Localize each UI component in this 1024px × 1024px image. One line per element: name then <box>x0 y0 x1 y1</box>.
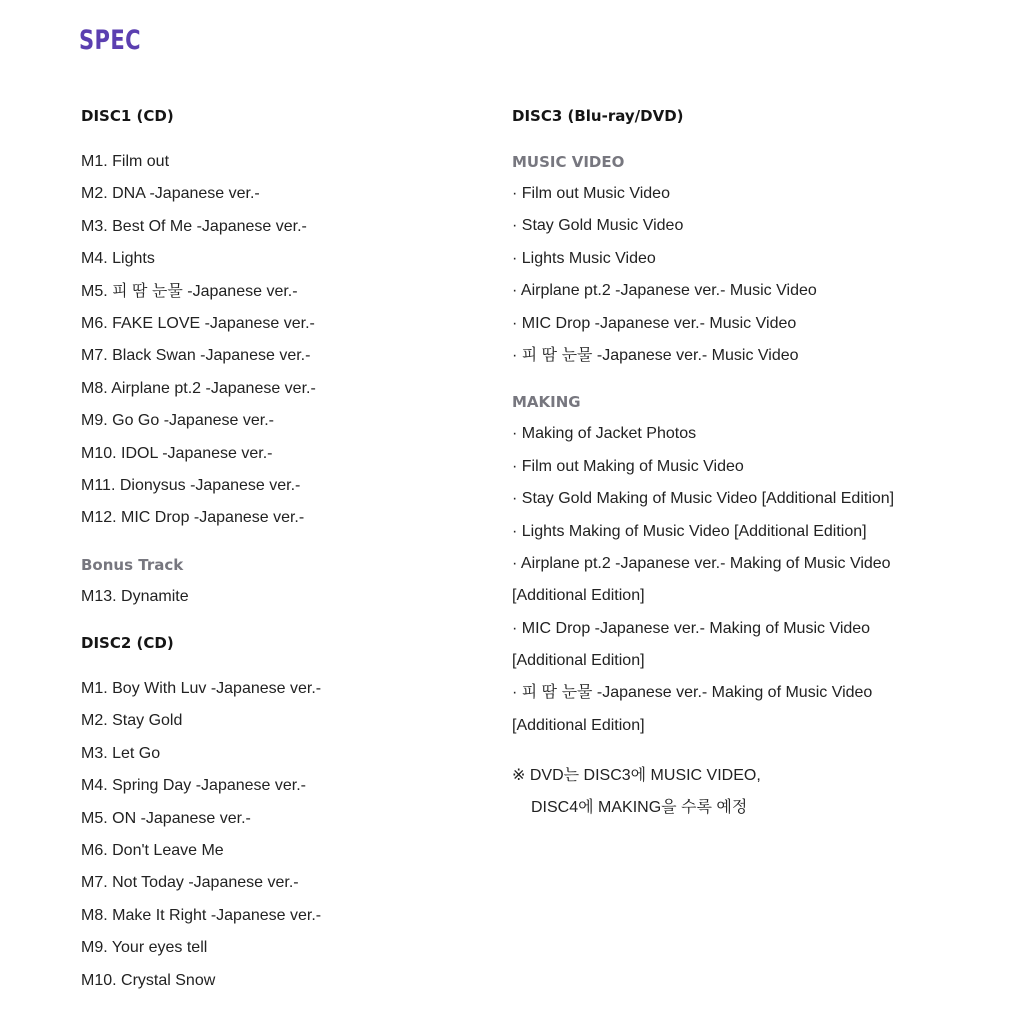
track-item: M6. Don't Leave Me <box>81 842 224 860</box>
disc2-track-list <box>81 677 491 1001</box>
track-item: M1. Boy With Luv -Japanese ver.- <box>81 680 322 698</box>
disc3-section <box>512 104 952 824</box>
making-item-continued: [Additional Edition] <box>512 587 645 605</box>
spacer <box>512 376 952 390</box>
music-video-item: · Film out Music Video <box>512 185 670 202</box>
making-item: · Making of Jacket Photos <box>512 425 697 443</box>
music-video-item: · 피 땀 눈물 -Japanese ver.- Music Video <box>512 346 799 364</box>
track-item: M3. Let Go <box>81 744 161 762</box>
track-item: M4. Spring Day -Japanese ver.- <box>81 777 306 795</box>
track-item: M10. Crystal Snow <box>81 971 216 989</box>
music-video-item: · Stay Gold Music Video <box>512 217 684 235</box>
track-item: M6. FAKE LOVE -Japanese ver.- <box>81 314 315 332</box>
disc3-title: DISC3 (Blu-ray/DVD) <box>512 107 684 125</box>
making-list <box>512 422 952 746</box>
disc2-section <box>81 631 491 1001</box>
disc1-section <box>81 104 491 617</box>
track-item: M2. Stay Gold <box>81 712 183 730</box>
making-item: · Film out Making of Music Video <box>512 457 744 475</box>
track-item: M2. DNA -Japanese ver.- <box>81 185 260 203</box>
dvd-note <box>512 760 952 824</box>
music-video-item: · Lights Music Video <box>512 249 656 267</box>
spacer <box>81 539 491 553</box>
music-video-title: MUSIC VIDEO <box>512 153 625 171</box>
making-item: · MIC Drop -Japanese ver.- Making of Music Video <box>512 619 871 637</box>
track-item: M5. 피 땀 눈물 -Japanese ver.- <box>81 282 298 300</box>
track-item: M13. Dynamite <box>81 587 189 605</box>
track-item: M7. Black Swan -Japanese ver.- <box>81 347 311 365</box>
track-item: M1. Film out <box>81 153 170 170</box>
left-column <box>81 104 491 1001</box>
music-video-item: · MIC Drop -Japanese ver.- Music Video <box>512 314 797 332</box>
track-item: M7. Not Today -Japanese ver.- <box>81 874 299 892</box>
music-video-list <box>512 182 952 376</box>
track-item: M12. MIC Drop -Japanese ver.- <box>81 509 305 527</box>
making-item: · Lights Making of Music Video [Additional Edition] <box>512 522 867 540</box>
dvd-note-line1: ※ DVD는 DISC3에 MUSIC VIDEO, <box>512 767 761 785</box>
track-item: M5. ON -Japanese ver.- <box>81 809 251 827</box>
spacer <box>81 617 491 631</box>
music-video-item: · Airplane pt.2 -Japanese ver.- Music Video <box>512 282 817 300</box>
track-item: M4. Lights <box>81 250 155 268</box>
making-item: · 피 땀 눈물 -Japanese ver.- Making of Music Video <box>512 684 873 702</box>
track-item: M8. Airplane pt.2 -Japanese ver.- <box>81 379 316 397</box>
making-item: · Airplane pt.2 -Japanese ver.- Making of Music Video <box>512 554 891 572</box>
dvd-note-line2: DISC4에 MAKING을 수록 예정 <box>531 799 748 817</box>
disc1-title: DISC1 (CD) <box>81 107 174 125</box>
track-item: M11. Dionysus -Japanese ver.- <box>81 476 301 494</box>
bonus-track-title: Bonus Track <box>81 555 184 574</box>
track-item: M3. Best Of Me -Japanese ver.- <box>81 217 307 235</box>
track-item: M8. Make It Right -Japanese ver.- <box>81 906 322 924</box>
spec-title: SPEC <box>79 25 142 56</box>
making-item: · Stay Gold Making of Music Video [Additional Edition] <box>512 490 895 508</box>
track-item: M9. Your eyes tell <box>81 939 208 957</box>
disc1-track-list <box>81 150 491 539</box>
track-item: M9. Go Go -Japanese ver.- <box>81 412 274 430</box>
making-item-continued: [Additional Edition] <box>512 716 645 734</box>
right-column <box>512 104 952 824</box>
track-item: M10. IDOL -Japanese ver.- <box>81 444 273 462</box>
making-title: MAKING <box>512 393 581 412</box>
making-item-continued: [Additional Edition] <box>512 652 645 670</box>
disc2-title: DISC2 (CD) <box>81 634 174 653</box>
